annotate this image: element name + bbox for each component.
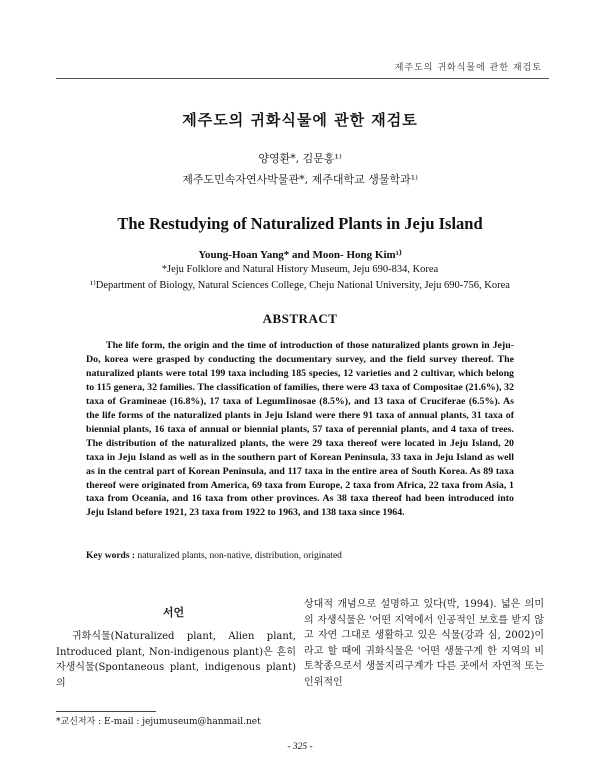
footnote: *교신저자 : E-mail : jejumuseum@hanmail.net xyxy=(56,717,261,727)
running-header: 제주도의 귀화식물에 관한 재검토 xyxy=(394,63,542,73)
korean-affiliation: 제주도민속자연사박물관*, 제주대학교 생물학과¹⁾ xyxy=(182,173,418,186)
page-number: - 325 - xyxy=(287,742,313,752)
english-affiliation-1: *Jeju Folklore and Natural History Museum, Jeju 690-834, Korea xyxy=(161,264,439,275)
right-column-text: 상대적 개념으로 설명하고 있다(박, 1994). 넓은 의미의 자생식물은 '어떤 지역에서 인공적인 보호를 받지 않고 자연 그대로 생활하고 있은 식물(강과 심, 2002)이라고 할 때에 귀화식물은 '어떤 생물구계 한 지역의 비토착종으로서 생물지리구계가 다른 곳에서 자연적 또는 인위적인 xyxy=(304,599,544,688)
english-affiliation-2: ¹⁾Department of Biology, Natural Sciences College, Cheju National University, Jeju 690-756, Korea xyxy=(90,280,510,291)
section-heading: 서언 xyxy=(162,606,185,619)
keywords-label: Key words : xyxy=(86,551,136,561)
abstract-heading: ABSTRACT xyxy=(262,311,338,326)
english-authors: Young-Hoan Yang* and Moon- Hong Kim¹⁾ xyxy=(198,249,402,261)
header-rule xyxy=(56,78,549,79)
abstract-body: The life form, the origin and the time of introduction of those naturalized plants grown in Jeju-Do, korea were grasped by conducting the documentary survey, and the field survey thereof. The naturalized plants were total 199 taxa including 185 species, 12 varieties and 2 cultivar, which belong to 115 genera, 32 families. The classification of families, there were 43 taxa of Compositae (21.6%), 32 taxa of Gramineae (16.8%), 17 taxa of LegumIinosae (8.5%), and 13 taxa of Cruciferae (6.5%). As the life forms of the naturalized plants in Jeju Island were there 91 taxa of annual plants, 31 taxa of biennial plants, 16 taxa of annual or biennial plants, 57 taxa of perennial plants, and 4 taxa of trees. The distribution of the naturalized plants, the were 29 taxa thereof were located in Jeju Island, 20 taxa in Jeju Island as well as in the southern part of Korean Peninsula, 33 taxa in Jeju Island as well as in the central part of Korean Peninsula, and 117 taxa in the entire area of South Korea. As 89 taxa thereof were originated from America, 69 taxa from Europe, 2 taxa from Africa, 22 taxa from Asia, 1 taxa from Oceania, and 16 taxa from other provinces. As 38 taxa thereof had been introduced into Jeju Island before 1921, 23 taxa from 1922 to 1963, and 138 taxa since 1964. xyxy=(86,340,514,519)
keywords-text: naturalized plants, non-native, distribution, originated xyxy=(137,551,342,561)
english-title: The Restudying of Naturalized Plants in Jeju Island xyxy=(117,214,483,233)
left-column-text: 귀화식물(Naturalized plant, Alien plant, Introduced plant, Non-indigenous plant)은 흔히 자생식물(Spontaneous plant, indigenous plant)의 xyxy=(56,631,296,689)
korean-title: 제주도의 귀화식물에 관한 재검토 xyxy=(182,111,418,129)
korean-authors: 양영환*, 김문홍¹⁾ xyxy=(258,152,342,165)
footnote-rule xyxy=(56,711,156,712)
keywords xyxy=(86,551,342,561)
